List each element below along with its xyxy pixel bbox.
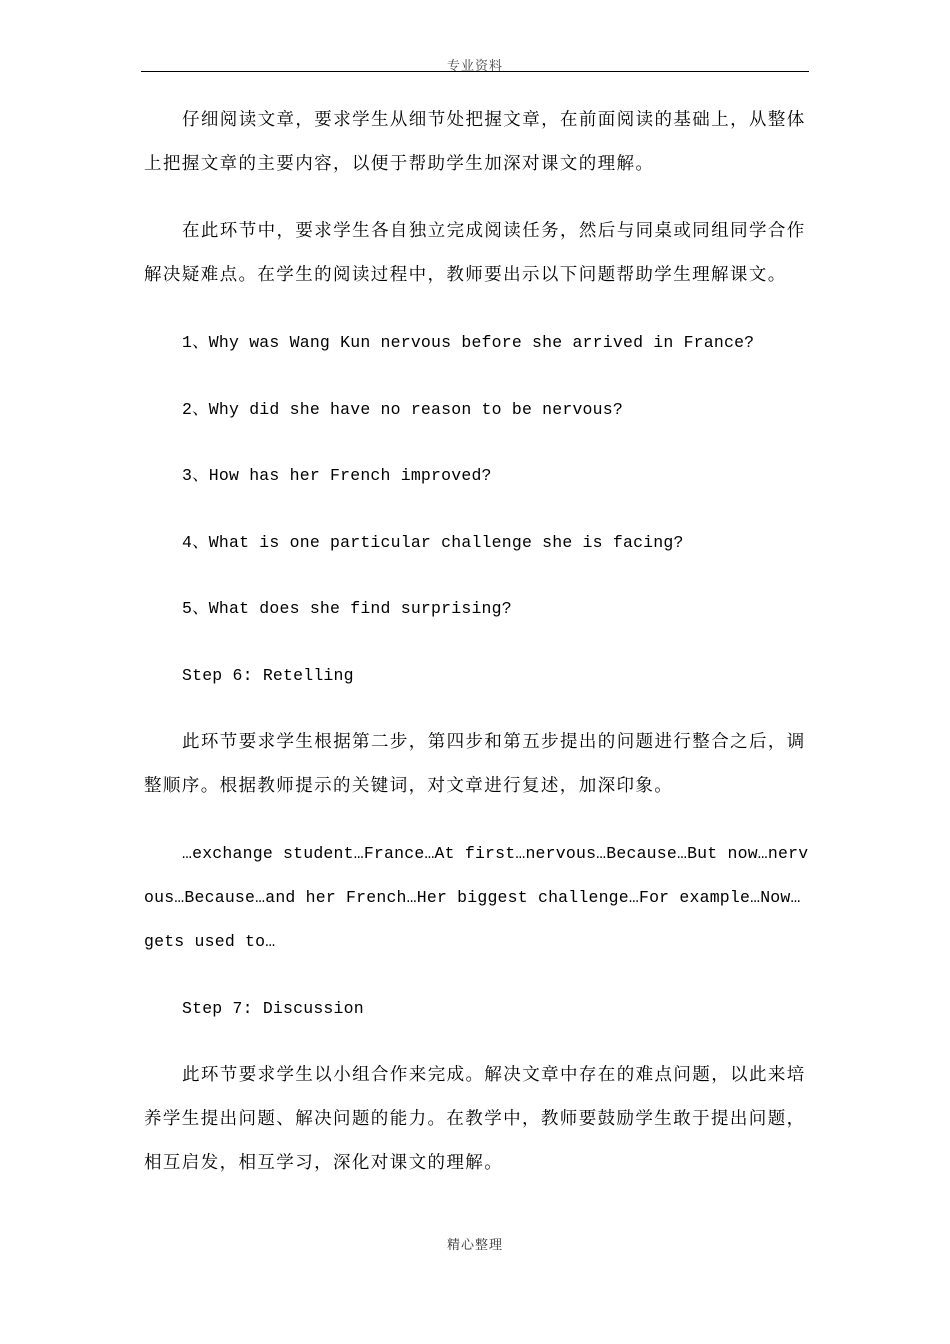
- paragraph-close-reading: 仔细阅读文章，要求学生从细节处把握文章，在前面阅读的基础上，从整体上把握文章的主要内容，以便于帮助学生加深对课文的理解。: [144, 110, 806, 174]
- question-4: 4、What is one particular challenge she is facing?: [182, 533, 684, 552]
- paragraph-retelling-keywords: …exchange student…France…At first…nervous…Because…But now…nervous…Because…and her French…Her biggest challenge…For example…Now…gets used to…: [144, 844, 809, 951]
- question-2: 2、Why did she have no reason to be nervous?: [182, 400, 623, 419]
- step-6-heading: Step 6: Retelling: [182, 666, 354, 685]
- question-5: 5、What does she find surprising?: [182, 599, 512, 618]
- header-divider: [141, 71, 809, 72]
- page-footer-label: 精心整理: [446, 1238, 503, 1253]
- paragraph-retelling: 此环节要求学生根据第二步，第四步和第五步提出的问题进行整合之后，调整顺序。根据教师提示的关键词，对文章进行复述，加深印象。: [144, 732, 806, 796]
- paragraph-discussion: 此环节要求学生以小组合作来完成。解决文章中存在的难点问题，以此来培养学生提出问题、解决问题的能力。在教学中，教师要鼓励学生敢于提出问题，相互启发，相互学习，深化对课文的理解。: [144, 1065, 806, 1173]
- page-header-label: 专业资料: [446, 59, 503, 74]
- question-1: 1、Why was Wang Kun nervous before she arrived in France?: [182, 333, 755, 352]
- paragraph-independent-reading: 在此环节中，要求学生各自独立完成阅读任务，然后与同桌或同组同学合作解决疑难点。在学生的阅读过程中，教师要出示以下问题帮助学生理解课文。: [144, 221, 806, 285]
- step-7-heading: Step 7: Discussion: [182, 999, 364, 1018]
- question-3: 3、How has her French improved?: [182, 466, 492, 485]
